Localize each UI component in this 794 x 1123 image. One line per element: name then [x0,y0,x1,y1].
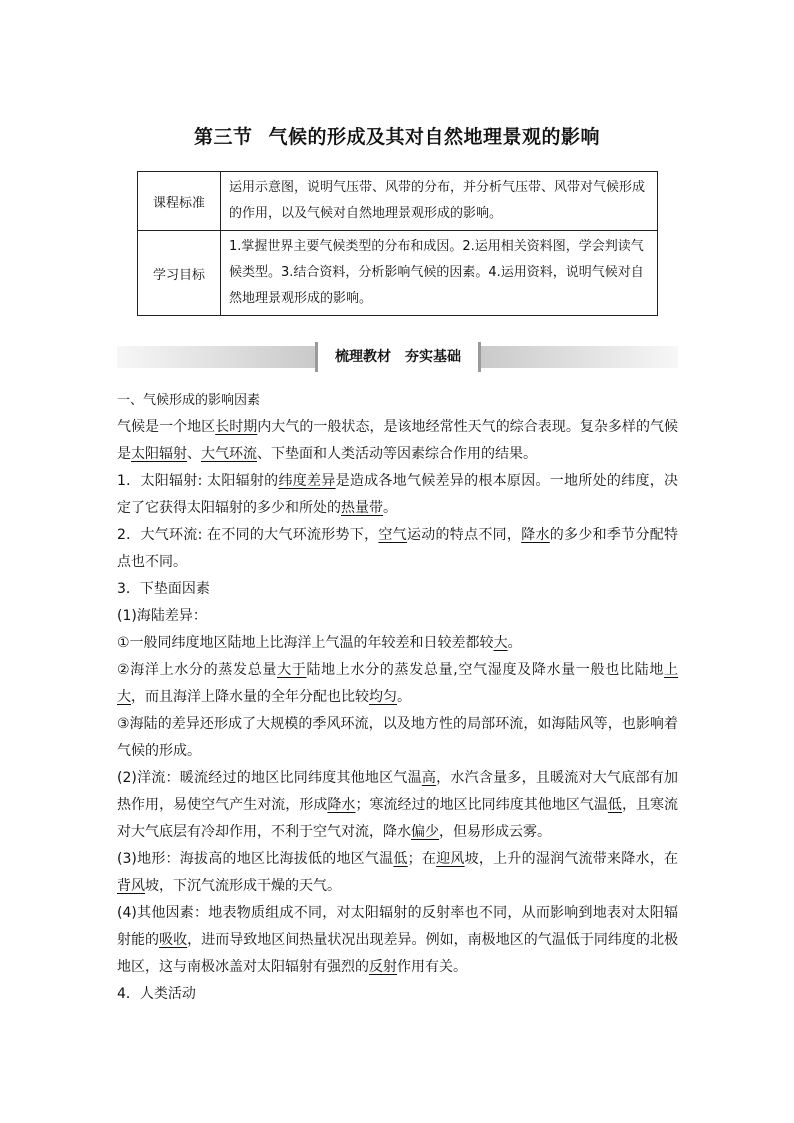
banner-label: 梳理教材 夯实基础 [315,342,481,372]
heading-underlying-surface: 3．下垫面因素 [117,581,210,597]
paragraph-land-sea-3: ③海陆的差异还形成了大规模的季风环流，以及地方性的局部环流，如海陆风等，也影响着气候的形成。 [117,716,678,759]
page-title [0,122,794,149]
row-label: 学习目标 [138,231,221,316]
heading-human-activity: 4．人类活动 [117,986,196,1002]
paragraph-intro: 气候是一个地区长时期内大气的一般状态，是该地经常性天气的综合表现。复杂多样的气候是太阳辐射、大气环流、下垫面和人类活动等因素综合作用的结果。 [117,419,679,462]
subheading-land-sea: (1)海陆差异： [117,608,207,624]
table-row [138,231,658,316]
row-label: 课程标准 [138,172,221,231]
row-text: 运用示意图，说明气压带、风带的分布，并分析气压带、风带对气候形成的作用，以及气候对自然地理景观形成的影响。 [221,172,658,231]
paragraph-ocean-currents: (2)洋流：暖流经过的地区比同纬度其他地区气温高，水汽含量多，且暖流对大气底部有加热作用，易使空气产生对流，形成降水；寒流经过的地区比同纬度其他地区气温低，且寒流对大气底层有冷却作用，不利于空气对流，降水偏少，但易形成云雾。 [117,770,679,840]
standards-table [137,171,658,316]
paragraph-land-sea-1: ①一般同纬度地区陆地上比海洋上气温的年较差和日较差都较大。 [117,635,522,651]
paragraph-atmospheric-circulation: 2．大气环流: 在不同的大气环流形势下，空气运动的特点不同，降水的多少和季节分配特点也不同。 [117,527,679,570]
paragraph-land-sea-2: ②海洋上水分的蒸发总量大于陆地上水分的蒸发总量,空气湿度及降水量一般也比陆地上大，而且海洋上降水量的全年分配也比较均匀。 [117,662,678,705]
heading-factors: 一、气候形成的影响因素 [117,393,261,408]
section-banner [117,342,678,372]
section-title: 气候的形成及其对自然地理景观的影响 [268,126,601,148]
section-number: 第三节 [193,126,253,148]
paragraph-terrain: (3)地形：海拔高的地区比海拔低的地区气温低；在迎风坡，上升的湿润气流带来降水，在背风坡，下沉气流形成干燥的天气。 [117,851,679,894]
table-row [138,172,658,231]
content-body [117,387,678,1008]
paragraph-solar-radiation: 1．太阳辐射: 太阳辐射的纬度差异是造成各地气候差异的根本原因。一地所处的纬度，决定了它获得太阳辐射的多少和所处的热量带。 [117,473,679,516]
paragraph-other-factors: (4)其他因素：地表物质组成不同，对太阳辐射的反射率也不同，从而影响到地表对太阳辐射能的吸收，进而导致地区间热量状况出现差异。例如，南极地区的气温低于同纬度的北极地区，这与南极冰盖对太阳辐射有强烈的反射作用有关。 [117,905,679,975]
row-text: 1.掌握世界主要气候类型的分布和成因。2.运用相关资料图，学会判读气候类型。3.结合资料，分析影响气候的因素。4.运用资料，说明气候对自然地理景观形成的影响。 [221,231,658,316]
